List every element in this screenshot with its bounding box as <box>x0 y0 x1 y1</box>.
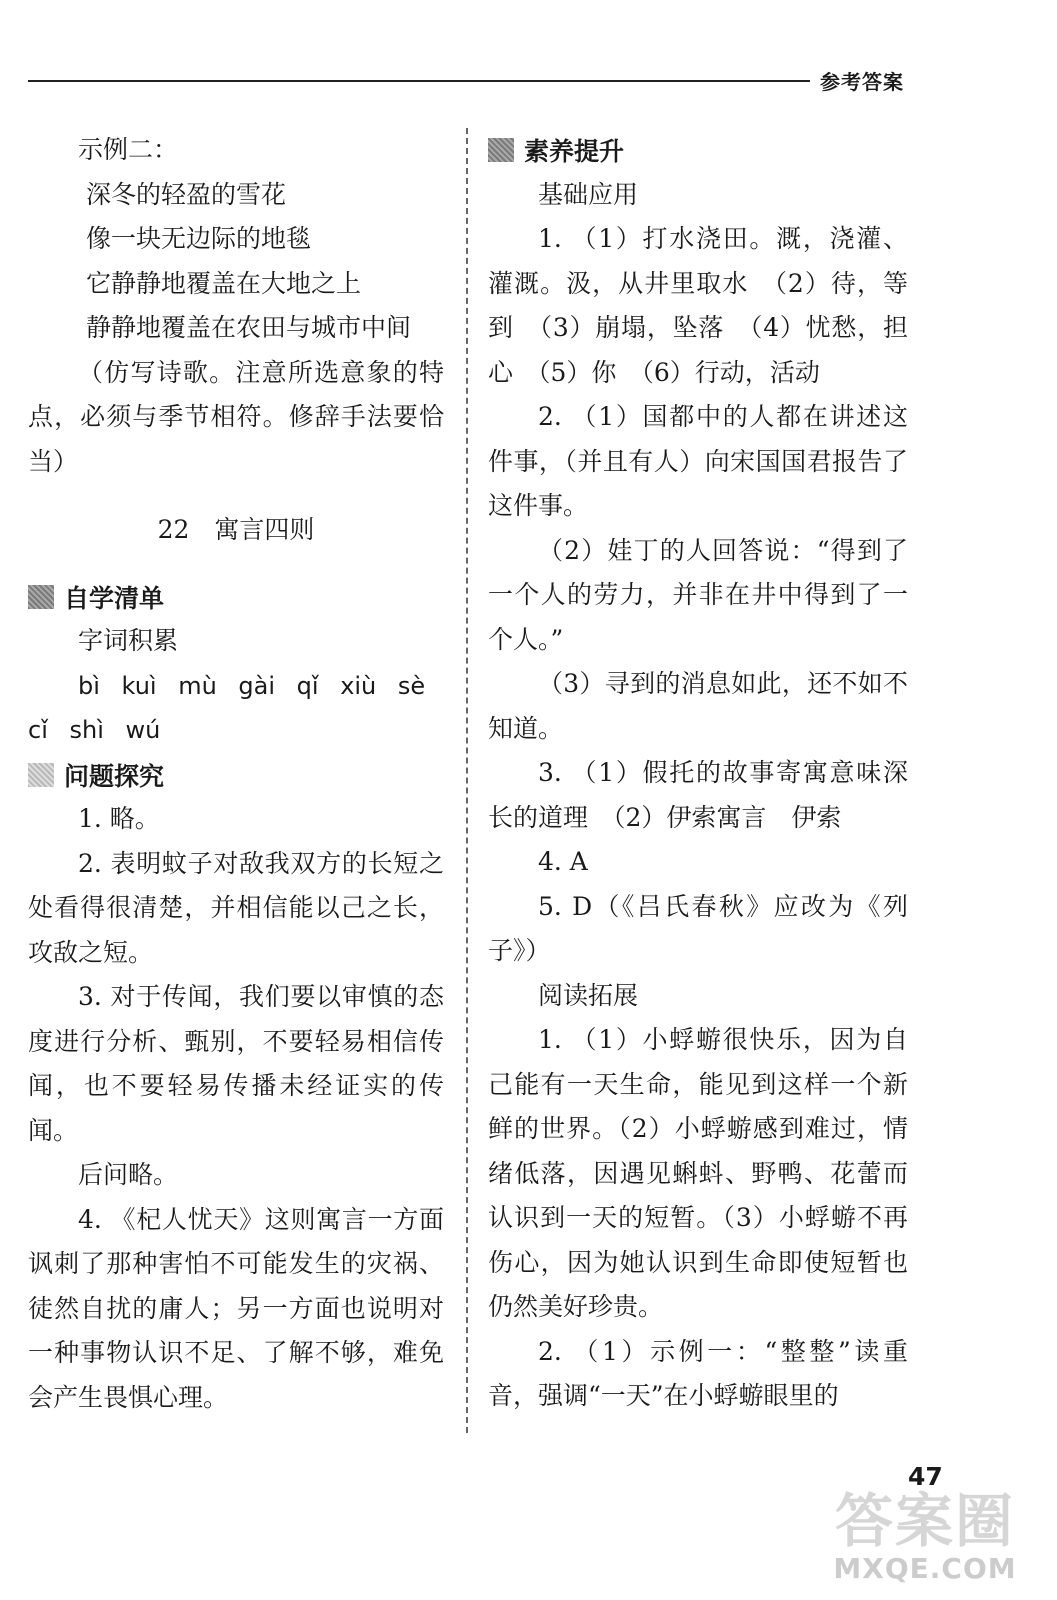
pinyin-line: cǐ shì wú <box>28 716 161 744</box>
answer-item: （3）寻到的消息如此，还不如不知道。 <box>488 669 908 743</box>
pinyin-line: bì kuì mù gài qǐ xiù sè <box>78 671 426 700</box>
poem-note: （仿写诗歌。注意所选意象的特点，必须与季节相符。修辞手法要恰当） <box>28 357 444 476</box>
section-heading-literacy <box>488 128 908 173</box>
section-title: 自学清单 <box>64 583 165 613</box>
poem-line: 像一块无边际的地毯 <box>86 224 312 253</box>
right-column <box>488 128 908 1419</box>
answer-item: 2. （1）示例一：“整整”读重音，强调“一天”在小蜉蝣眼里的 <box>488 1336 908 1410</box>
section-title: 问题探究 <box>64 761 165 791</box>
column-divider <box>466 128 468 1433</box>
watermark-logo <box>815 1487 1035 1600</box>
header-label: 参考答案 <box>820 70 904 94</box>
answer-item: 4. 《杞人忧天》这则寓言一方面讽刺了那种害怕不可能发生的灾祸、徒然自扰的庸人；另一方面也说明对一种事物认识不足、了解不够，难免会产生畏惧心理。 <box>28 1204 444 1412</box>
answer-item: 4. A <box>538 847 588 876</box>
section-square-icon <box>28 763 54 787</box>
chapter-title: 22 寓言四则 <box>157 515 315 544</box>
answer-item: 2. （1）国都中的人都在讲述这件事，（并且有人）向宋国国君报告了这件事。 <box>488 402 908 520</box>
header-rule <box>28 80 810 82</box>
poem-line: 静静地覆盖在农田与城市中间 <box>86 313 412 342</box>
section-title: 素养提升 <box>524 137 625 167</box>
answer-item: 1. 略。 <box>78 804 160 833</box>
section-heading-inquiry <box>28 753 444 798</box>
subsection-title: 字词积累 <box>78 626 179 655</box>
watermark-text: 答案圈 <box>834 1487 1015 1555</box>
subsection-title: 基础应用 <box>538 179 639 209</box>
example-intro: 示例二： <box>78 135 179 164</box>
answer-item: 3. （1）假托的故事寄寓意味深长的道理 （2）伊索寓言 伊索 <box>488 758 908 832</box>
section-square-icon <box>28 585 54 609</box>
poem-line: 深冬的轻盈的雪花 <box>86 179 287 209</box>
answer-item: 5. D（《吕氏春秋》应改为《列子》） <box>488 891 908 965</box>
answer-item: 2. 表明蚊子对敌我双方的长短之处看得很清楚，并相信能以己之长，攻敌之短。 <box>28 848 444 967</box>
answer-item: （2）娃丁的人回答说：“得到了一个人的劳力，并非在井中得到了一个人。” <box>488 535 908 654</box>
answer-item: 后问略。 <box>78 1160 179 1189</box>
section-heading-self-study <box>28 575 444 620</box>
section-square-icon <box>488 138 514 162</box>
left-column <box>28 128 444 1420</box>
watermark-url: MXQE.COM <box>833 1552 1017 1585</box>
answer-item: 3. 对于传闻，我们要以审慎的态度进行分析、甄别，不要轻易相信传闻，也不要轻易传播未经证实的传闻。 <box>28 982 444 1145</box>
answer-item: 1. （1）打水浇田。溉，浇灌、灌溉。汲，从井里取水 （2）待，等到 （3）崩塌，坠落 （4）忧愁，担心 （5）你 （6）行动，活动 <box>488 224 908 387</box>
subsection-title: 阅读拓展 <box>538 980 639 1010</box>
poem-line: 它静静地覆盖在大地之上 <box>86 268 362 298</box>
answer-item: 1. （1）小蜉蝣很快乐，因为自己能有一天生命，能见到这样一个新鲜的世界。（2）小蜉蝣感到难过，情绪低落，因遇见蝌蚪、野鸭、花蕾而认识到一天的短暂。（3）小蜉蝣不再伤心，因为她认识到生命即使短暂也仍然美好珍贵。 <box>488 1025 908 1321</box>
page-number: 47 <box>908 1462 943 1491</box>
